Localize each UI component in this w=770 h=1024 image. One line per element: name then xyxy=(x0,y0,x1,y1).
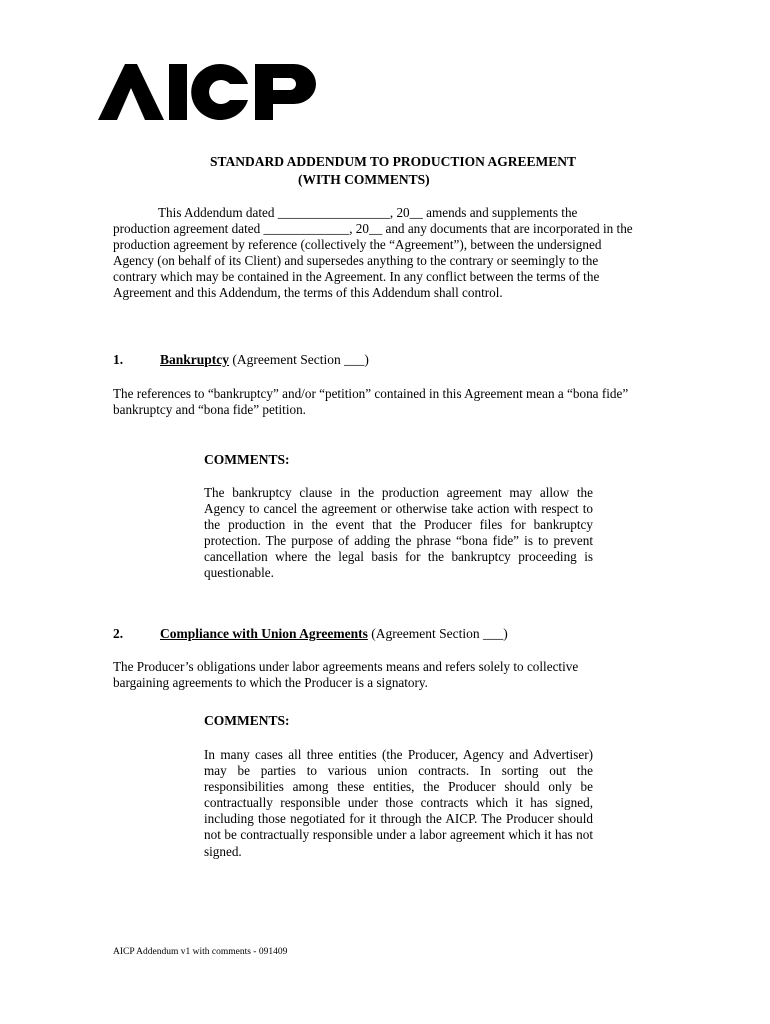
document-subtitle: (WITH COMMENTS) xyxy=(298,172,430,187)
aicp-logo xyxy=(98,62,316,122)
section-1-text: The references to “bankruptcy” and/or “petition” contained in this Agreement mean a “bona fide” bankruptcy and “bona fide” petition. xyxy=(113,386,629,418)
section-title: Compliance with Union Agreements xyxy=(160,626,368,641)
section-1-comments-label: COMMENTS: xyxy=(204,452,290,467)
intro-text: This Addendum dated _________________, 20__ amends and supplements the production agreement dated _____________, 20__ and any documents that are incorporated in the production agreement by reference (collectively the “Agreement”), between the undersigned Agency (on behalf of its Client) and supersedes anything to the contrary or seemingly to the contrary which may be contained in the Agreement. In any conflict between the terms of the Agreement and this Addendum, the terms of this Addendum shall control. xyxy=(113,205,633,301)
section-title: Bankruptcy xyxy=(160,352,230,367)
intro-paragraph xyxy=(113,205,633,302)
section-1-heading xyxy=(113,352,369,368)
section-reference: (Agreement Section ___) xyxy=(229,352,369,367)
page-footer: AICP Addendum v1 with comments - 091409 xyxy=(113,947,288,957)
section-2-comments-label: COMMENTS: xyxy=(204,713,290,728)
section-1-comments: The bankruptcy clause in the production agreement may allow the Agency to cancel the agreement or otherwise take action with respect to the production in the event that the Producer files for bankruptcy protection. The purpose of adding the phrase “bona fide” is to prevent cancellation where the legal basis for the bankruptcy proceeding is questionable. xyxy=(204,485,593,581)
section-number: 2. xyxy=(113,626,124,641)
section-2-heading xyxy=(113,626,508,642)
section-2-text: The Producer’s obligations under labor agreements means and refers solely to collective bargaining agreements to which the Producer is a signatory. xyxy=(113,659,579,691)
section-number: 1. xyxy=(113,352,124,367)
document-title: STANDARD ADDENDUM TO PRODUCTION AGREEMENT xyxy=(210,154,577,169)
section-reference: (Agreement Section ___) xyxy=(367,626,508,641)
section-2-comments: In many cases all three entities (the Producer, Agency and Advertiser) may be parties to various union contracts. In sorting out the responsibilities among these entities, the Producer should only be contractually responsible under those contracts which it has signed, including those negotiated for it through the AICP. The Producer should not be contractually responsible under a labor agreement which it has not signed. xyxy=(204,747,593,859)
